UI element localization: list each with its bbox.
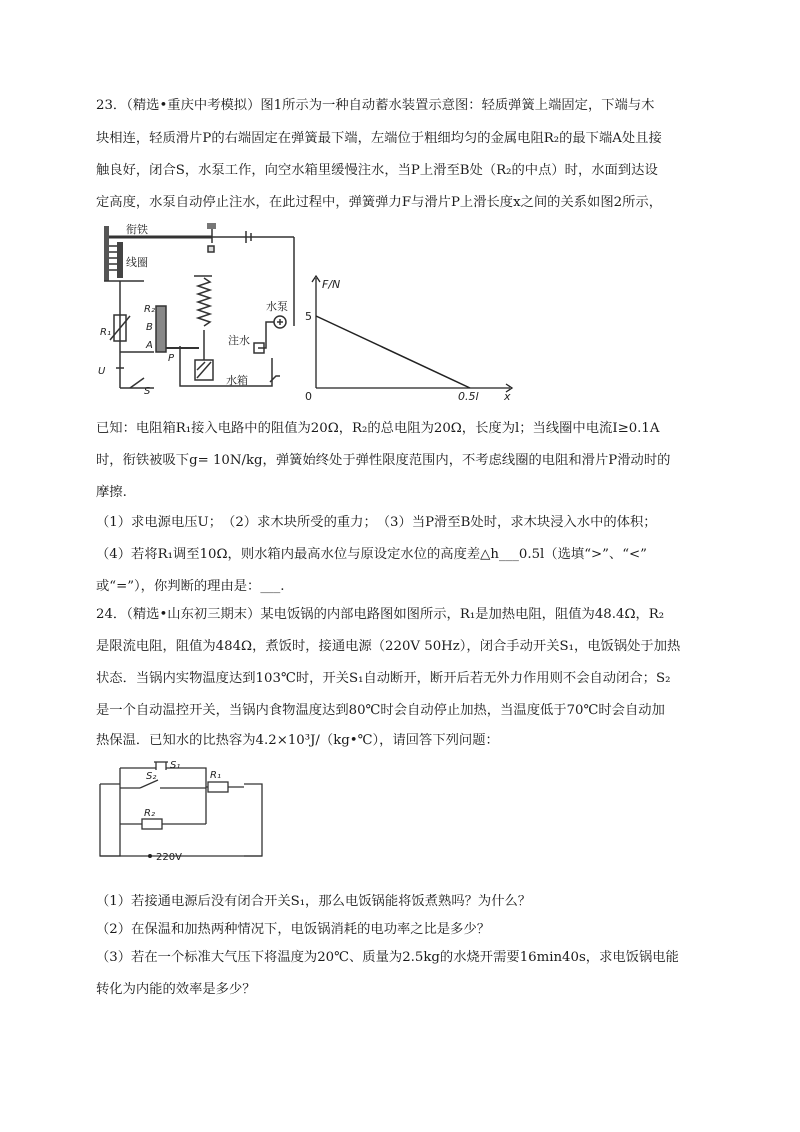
right-loop <box>244 784 262 856</box>
s1-branch <box>120 768 206 784</box>
q24-question-3-cont: 转化为内能的效率是多少？ <box>96 982 256 997</box>
pump-cross <box>277 319 283 325</box>
coil-winding <box>109 246 117 270</box>
q23-subquestion-4-reason: 或“=”），你判断的理由是：___. <box>96 579 285 594</box>
lower-contact <box>208 246 214 252</box>
q23-line-2: 块相连，轻质滑片P的右端固定在弹簧最下端，左端位于粗细均匀的金属电阻R₂的最下端A处且接 <box>96 131 662 146</box>
label-tank: 水箱 <box>226 374 248 387</box>
block-hatch <box>197 362 211 378</box>
contact-cap <box>207 223 216 229</box>
source-terminal-left <box>148 854 152 858</box>
label-armature: 衔铁 <box>126 223 148 236</box>
magnet-frame <box>104 226 109 281</box>
pump-pipe <box>258 322 274 348</box>
q24-line-2: 是限流电阻，阻值为484Ω，煮饭时，接通电源（220V 50Hz），闭合手动开关S₁，电饭锅处于加热 <box>96 639 681 654</box>
q23-line-3: 触良好，闭合S，水泵工作，向空水箱里缓慢注水，当P上滑至B处（R₂的中点）时，水面到达设 <box>96 163 658 178</box>
figure-2-force-graph <box>300 272 520 400</box>
x-tick-label: 0.5l <box>458 390 479 400</box>
y-tick-label: 5 <box>305 310 312 323</box>
q23-line-1: 23．（精选•重庆中考模拟）图1所示为一种自动蓄水装置示意图：轻质弹簧上端固定，下端与木 <box>96 98 655 113</box>
figure-1-water-device <box>94 218 304 400</box>
label-u: U <box>98 366 106 377</box>
q23-given-1: 已知：电阻箱R₁接入电路中的阻值为20Ω，R₂的总电阻为20Ω，长度为l；当线圈中电流I≥0.1A <box>96 421 660 436</box>
q24-question-1: （1）若接通电源后没有闭合开关S₁，那么电饭锅能将饭煮熟吗？为什么？ <box>96 894 532 909</box>
y-axis-label: F/N <box>322 278 341 291</box>
q23-subquestion-4: （4）若将R₁调至10Ω，则水箱内最高水位与原设定水位的高度差△h___0.5l（选填“>”、“<” <box>96 547 647 562</box>
label-p: P <box>168 353 175 364</box>
iron-core <box>117 242 123 278</box>
spring <box>198 278 210 326</box>
origin-label: 0 <box>305 390 312 400</box>
x-axis-label: x <box>504 390 511 400</box>
q24-question-2: （2）在保温和加热两种情况下，电饭锅消耗的电功率之比是多少？ <box>96 922 491 937</box>
label-b: B <box>146 322 153 333</box>
label-r2: R₂ <box>144 304 155 315</box>
q24-line-1: 24．（精选•山东初三期末）某电饭锅的内部电路图如图所示，R₁是加热电阻，阻值为48.4Ω，R₂ <box>96 607 665 622</box>
resistor-r2 <box>142 819 162 829</box>
label-r2: R₂ <box>144 808 155 819</box>
q23-line-4: 定高度，水泵自动停止注水，在此过程中，弹簧弹力F与滑片P上滑长度x之间的关系如图2所示， <box>96 195 663 210</box>
left-loop <box>100 784 120 856</box>
label-inlet: 注水 <box>228 334 250 347</box>
label-source: 220V <box>156 852 182 863</box>
q24-question-3: （3）若在一个标准大气压下将温度为20℃、质量为2.5kg的水烧开需要16min40s，求电饭锅电能 <box>96 950 679 965</box>
figure-rice-cooker-circuit <box>96 758 268 864</box>
q24-line-4: 是一个自动温控开关，当锅内食物温度达到80℃时会自动停止加热，当温度低于70℃时会自动加 <box>96 703 665 718</box>
label-s2: S₂ <box>146 771 157 782</box>
label-r1: R₁ <box>100 327 111 338</box>
label-coil: 线圈 <box>126 256 148 269</box>
resistor-r2 <box>156 306 166 352</box>
q24-line-5: 热保温．已知水的比热容为4.2×10³J/（kg•℃），请回答下列问题： <box>96 733 499 748</box>
q24-line-3: 状态．当锅内实物温度达到103℃时，开关S₁自动断开，断开后若无外力作用则不会自动闭合；S₂ <box>96 671 671 686</box>
q23-given-2: 时，衔铁被吸下g= 10N/kg，弹簧始终处于弹性限度范围内，不考虑线圈的电阻和滑片P滑动时的 <box>96 453 671 468</box>
label-a: A <box>146 340 153 351</box>
q23-given-3: 摩擦. <box>96 485 127 500</box>
force-line <box>316 316 470 388</box>
resistor-r1 <box>208 782 228 792</box>
label-s1: S₁ <box>170 760 181 771</box>
label-r1: R₁ <box>210 770 221 781</box>
label-pump: 水泵 <box>266 300 288 313</box>
switch-s <box>130 378 144 388</box>
label-s: S <box>144 386 151 397</box>
q23-subquestions: （1）求电源电压U； （2）求木块所受的重力； （3）当P滑至B处时，求木块浸入水中的体积； <box>96 515 657 530</box>
